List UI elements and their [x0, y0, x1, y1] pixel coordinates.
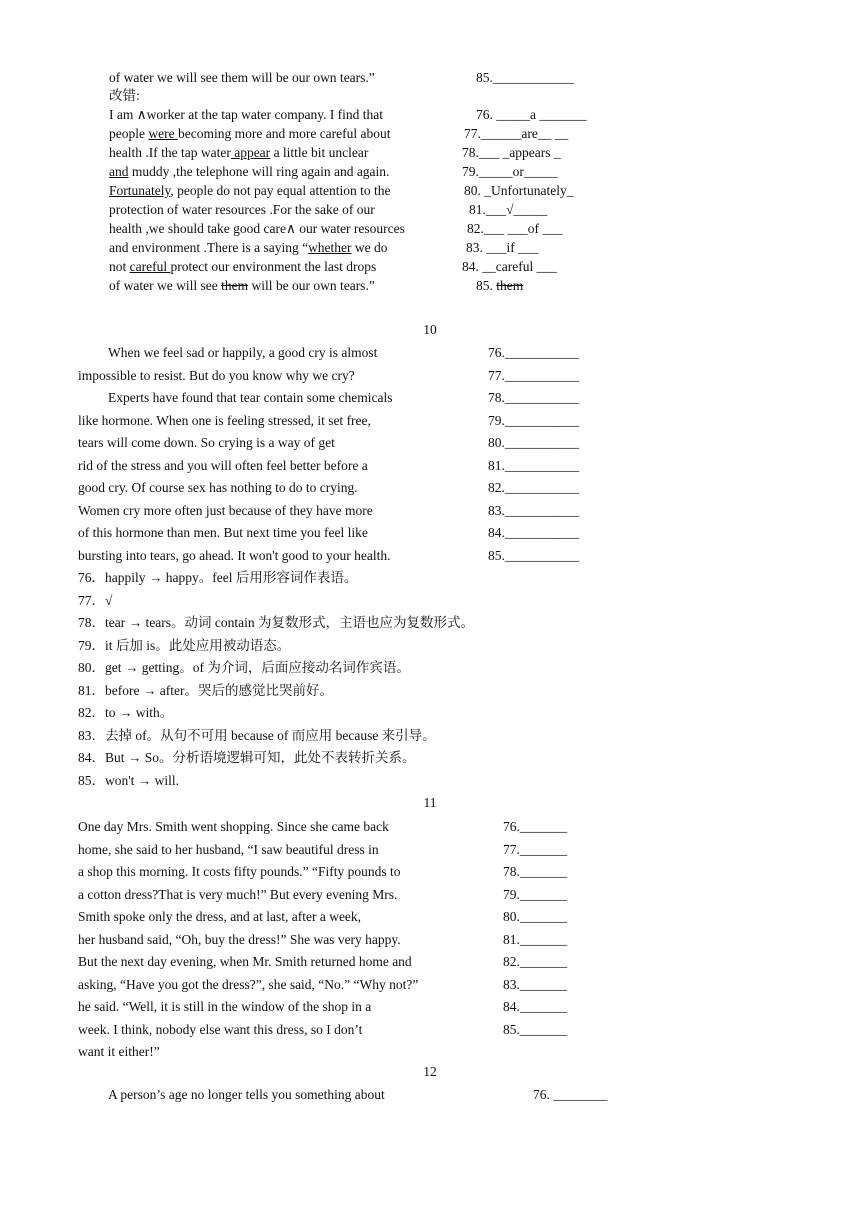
passage-line: a cotton dress?That is very much!” But every evening Mrs. [78, 886, 398, 902]
answer-blank: 79.___________ [488, 412, 580, 428]
passage-line: Smith spoke only the dress, and at last, after a week, [78, 909, 362, 924]
marked-word: ∧ [136, 107, 147, 122]
line-text: protection of water resources .For the sake of our [109, 202, 375, 217]
answer-blank: 76.___________ [488, 345, 580, 360]
passage-line: her husband said, “Oh, buy the dress!” She was very happy. [78, 931, 401, 947]
answer-blank: 81.___√_____ [469, 202, 548, 217]
answer-blank: 79._______ [503, 886, 568, 902]
passage-line: Experts have found that tear contain some chemicals [108, 390, 393, 405]
section-number: 10 [423, 322, 437, 337]
passage-line: One day Mrs. Smith went shopping. Since she came back [78, 819, 389, 834]
answer-blank: 80._______ [503, 909, 568, 924]
line-text: muddy ,the telephone will ring again and again. [128, 164, 390, 179]
passage-line [109, 240, 388, 256]
passage-line [109, 259, 376, 275]
passage-line [109, 183, 390, 199]
struck-word: them [496, 278, 524, 293]
passage-line: home, she said to her husband, “I saw beautiful dress in [78, 841, 379, 857]
answer-blank: 84.___________ [488, 525, 580, 540]
section-number: 12 [423, 1064, 437, 1079]
marked-word: them [221, 278, 249, 293]
passage-line: rid of the stress and you will often feel better before a [78, 457, 368, 473]
answer-blank: 76. _____a _______ [476, 107, 587, 122]
answer-blank: 78._______ [503, 864, 568, 879]
line-text: becoming more and more careful about [177, 126, 391, 141]
answer-blank: 83._______ [503, 976, 568, 992]
answer-blank: 82._______ [503, 954, 568, 969]
passage-line: bursting into tears, go ahead. It won't good to your health. [78, 547, 391, 563]
marked-word: careful [129, 259, 171, 274]
line-text: and environment .There is a saying “ [109, 240, 309, 255]
line-text: health ,we should take good care [109, 221, 286, 236]
line-text: will be our own tears.” [248, 278, 375, 293]
passage-line: asking, “Have you got the dress?”, she said, “No.” “Why not?” [78, 976, 419, 992]
line-text: , people do not pay equal attention to the [170, 183, 391, 198]
passage-line: A person’s age no longer tells you something about [108, 1087, 385, 1102]
answer-explanation: 83．去掉 of。从句不可用 because of 而应用 because 来引导。 [78, 727, 436, 743]
answer-blank: 79._____or_____ [462, 164, 558, 179]
line-text: health .If the tap water [109, 145, 231, 160]
line-text: I am [109, 107, 137, 122]
passage-line: good cry. Of course sex has nothing to do to crying. [78, 480, 358, 495]
answer-blank: 85.___________ [488, 547, 580, 563]
passage-line [109, 221, 405, 237]
line-text: a little bit unclear [270, 145, 369, 160]
passage-line [109, 164, 389, 180]
answer-blank: 78.___ _appears _ [462, 145, 561, 160]
marked-word: ∧ [285, 221, 296, 236]
line-text: our water resources [295, 221, 405, 236]
answer-explanation: 78．tear → tears。动词 contain 为复数形式，主语也应为复数形式。 [78, 615, 474, 630]
answer-blank: 85.____________ [476, 70, 574, 85]
answer-explanation: 84．But → So。分析语境逻辑可知，此处不表转折关系。 [78, 750, 416, 765]
passage-line: tears will come down. So crying is a way of get [78, 435, 335, 450]
passage-line: like hormone. When one is feeling stressed, it set free, [78, 412, 371, 428]
line-text: people [109, 126, 149, 141]
answer-blank: 76. ________ [533, 1087, 608, 1102]
correction-label: 改错: [109, 88, 140, 103]
passage-line: he said. “Well, it is still in the window of the shop in a [78, 999, 372, 1014]
line-text: worker at the tap water company. I find that [146, 107, 384, 122]
passage-line: of this hormone than men. But next time you feel like [78, 525, 368, 540]
passage-line: want it either!” [78, 1044, 160, 1059]
marked-word: were [148, 126, 178, 141]
answer-blank: 84. __careful ___ [462, 259, 557, 274]
answer-explanation: 76．happily → happy。feel 后用形容词作表语。 [78, 570, 358, 585]
line-text: we do [351, 240, 388, 255]
answer-explanation: 82．to → with。 [78, 705, 174, 720]
marked-word: Fortunately [109, 183, 171, 198]
answer-blank: 83. ___if ___ [466, 240, 539, 255]
answer-blank: 85._______ [503, 1021, 568, 1037]
line-text: not [109, 259, 130, 274]
marked-word: appear [230, 145, 271, 160]
answer-blank: 80. _Unfortunately_ [464, 183, 574, 198]
passage-line [109, 145, 368, 161]
answer-explanation: 80．get → getting。of 为介词，后面应接动名词作宾语。 [78, 660, 410, 675]
marked-word: and [109, 164, 129, 179]
answer-blank: 77._______ [503, 841, 568, 857]
passage-line: But the next day evening, when Mr. Smith returned home and [78, 954, 412, 969]
passage-line: of water we will see them will be our own tears.” [109, 70, 375, 85]
answer-blank: 85. them [476, 278, 524, 293]
answer-blank: 82.___ ___of ___ [467, 221, 563, 236]
answer-blank: 76._______ [503, 819, 568, 834]
answer-blank: 81.___________ [488, 457, 580, 473]
line-text: protect our environment the last drops [170, 259, 377, 274]
passage-line [109, 202, 375, 218]
passage-line [109, 278, 375, 294]
answer-blank: 82.___________ [488, 480, 580, 495]
answer-blank: 77.___________ [488, 367, 580, 383]
answer-blank: 77.______are__ __ [464, 126, 569, 141]
answer-explanation: 85．won't → will. [78, 772, 180, 788]
answer-explanation: 77．√ [78, 592, 113, 608]
answer-explanation: 81．before → after。哭后的感觉比哭前好。 [78, 682, 333, 698]
answer-blank: 83.___________ [488, 502, 580, 518]
passage-line: a shop this morning. It costs fifty pounds.” “Fifty pounds to [78, 864, 401, 879]
answer-blank: 81._______ [503, 931, 568, 947]
answer-blank: 80.___________ [488, 435, 580, 450]
passage-line [109, 107, 383, 123]
passage-line: impossible to resist. But do you know why we cry? [78, 367, 355, 383]
marked-word: whether [308, 240, 352, 255]
passage-line: Women cry more often just because of they have more [78, 502, 373, 518]
passage-line [109, 126, 391, 142]
answer-blank: 78.___________ [488, 390, 580, 405]
answer-explanation: 79．it 后加 is。此处应用被动语态。 [78, 637, 291, 653]
passage-line: When we feel sad or happily, a good cry is almost [108, 345, 378, 360]
passage-line: week. I think, nobody else want this dress, so I don’t [78, 1021, 363, 1037]
answer-blank: 84._______ [503, 999, 568, 1014]
line-text: of water we will see [109, 278, 222, 293]
section-number: 11 [423, 795, 437, 810]
